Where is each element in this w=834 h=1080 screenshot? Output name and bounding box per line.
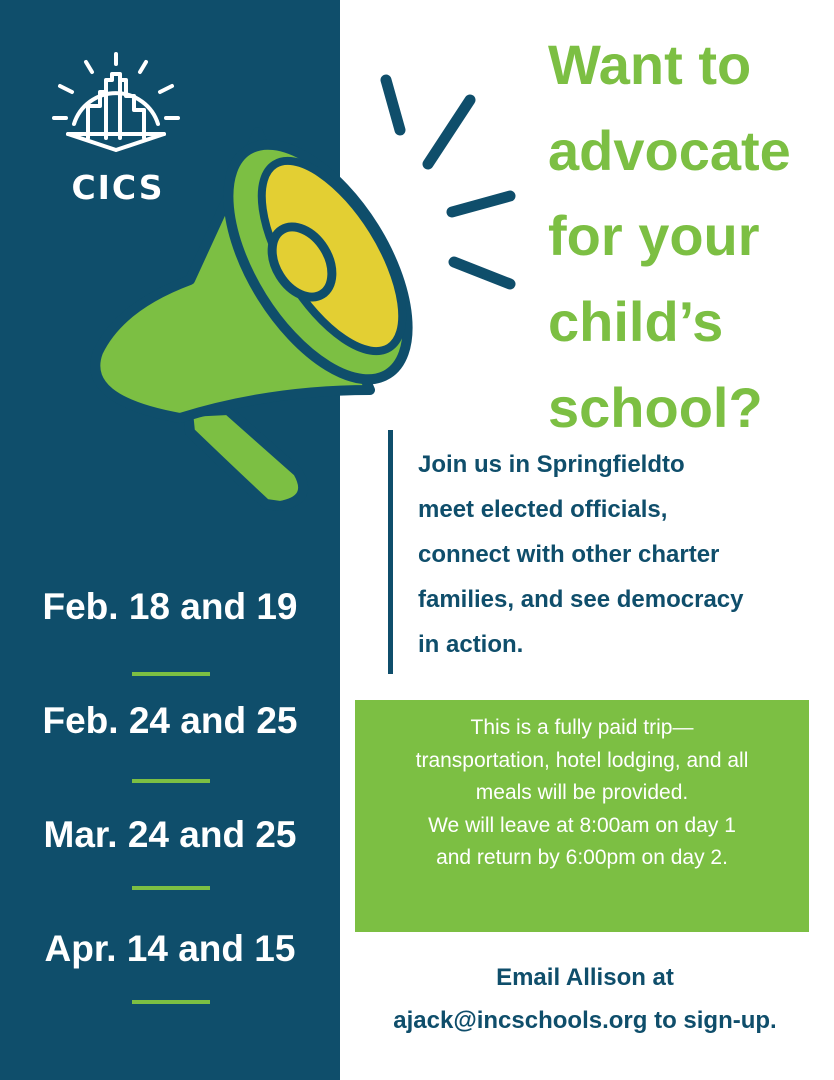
- join-accent-bar: [388, 430, 393, 674]
- date-item: Feb. 18 and 19: [42, 586, 298, 627]
- headline-line: advocate: [548, 118, 791, 182]
- cics-logo-text: CICS: [71, 168, 165, 207]
- headline-line: Want to: [548, 33, 752, 96]
- join-line: in action.: [418, 631, 524, 658]
- headline-line: for your: [548, 204, 760, 268]
- sound-line: [452, 196, 510, 212]
- trip-line: meals will be provided.: [475, 781, 689, 804]
- join-line: Join us in Springfieldto: [418, 451, 685, 478]
- date-divider: [132, 672, 210, 676]
- signup-message: [345, 956, 825, 1042]
- join-line: families, and see democracy: [418, 586, 744, 613]
- date-divider: [132, 1000, 210, 1004]
- date-item: Apr. 14 and 15: [44, 928, 296, 969]
- sound-line: [454, 262, 510, 284]
- headline: [548, 22, 828, 450]
- trip-line: This is a fully paid trip—: [470, 716, 694, 739]
- signup-email: ajack@incschools.org to sign-up.: [393, 1007, 777, 1034]
- trip-line: We will leave at 8:00am on day 1: [428, 813, 736, 837]
- date-item: Mar. 24 and 25: [43, 814, 297, 855]
- trip-line: transportation, hotel lodging, and all: [415, 748, 749, 772]
- trip-line: and return by 6:00pm on day 2.: [436, 846, 728, 869]
- headline-line: child’s: [548, 290, 724, 354]
- join-message: [418, 442, 818, 667]
- sound-line: [386, 80, 400, 130]
- date-divider: [132, 779, 210, 783]
- join-line: connect with other charter: [418, 541, 720, 568]
- headline-line: school?: [548, 375, 763, 439]
- megaphone-handle: [188, 410, 303, 506]
- signup-line: Email Allison at: [496, 964, 674, 991]
- join-line: meet elected officials,: [418, 496, 668, 523]
- date-divider: [132, 886, 210, 890]
- sound-line: [428, 100, 470, 164]
- trip-info-box: [355, 700, 809, 932]
- date-item: Feb. 24 and 25: [42, 700, 298, 741]
